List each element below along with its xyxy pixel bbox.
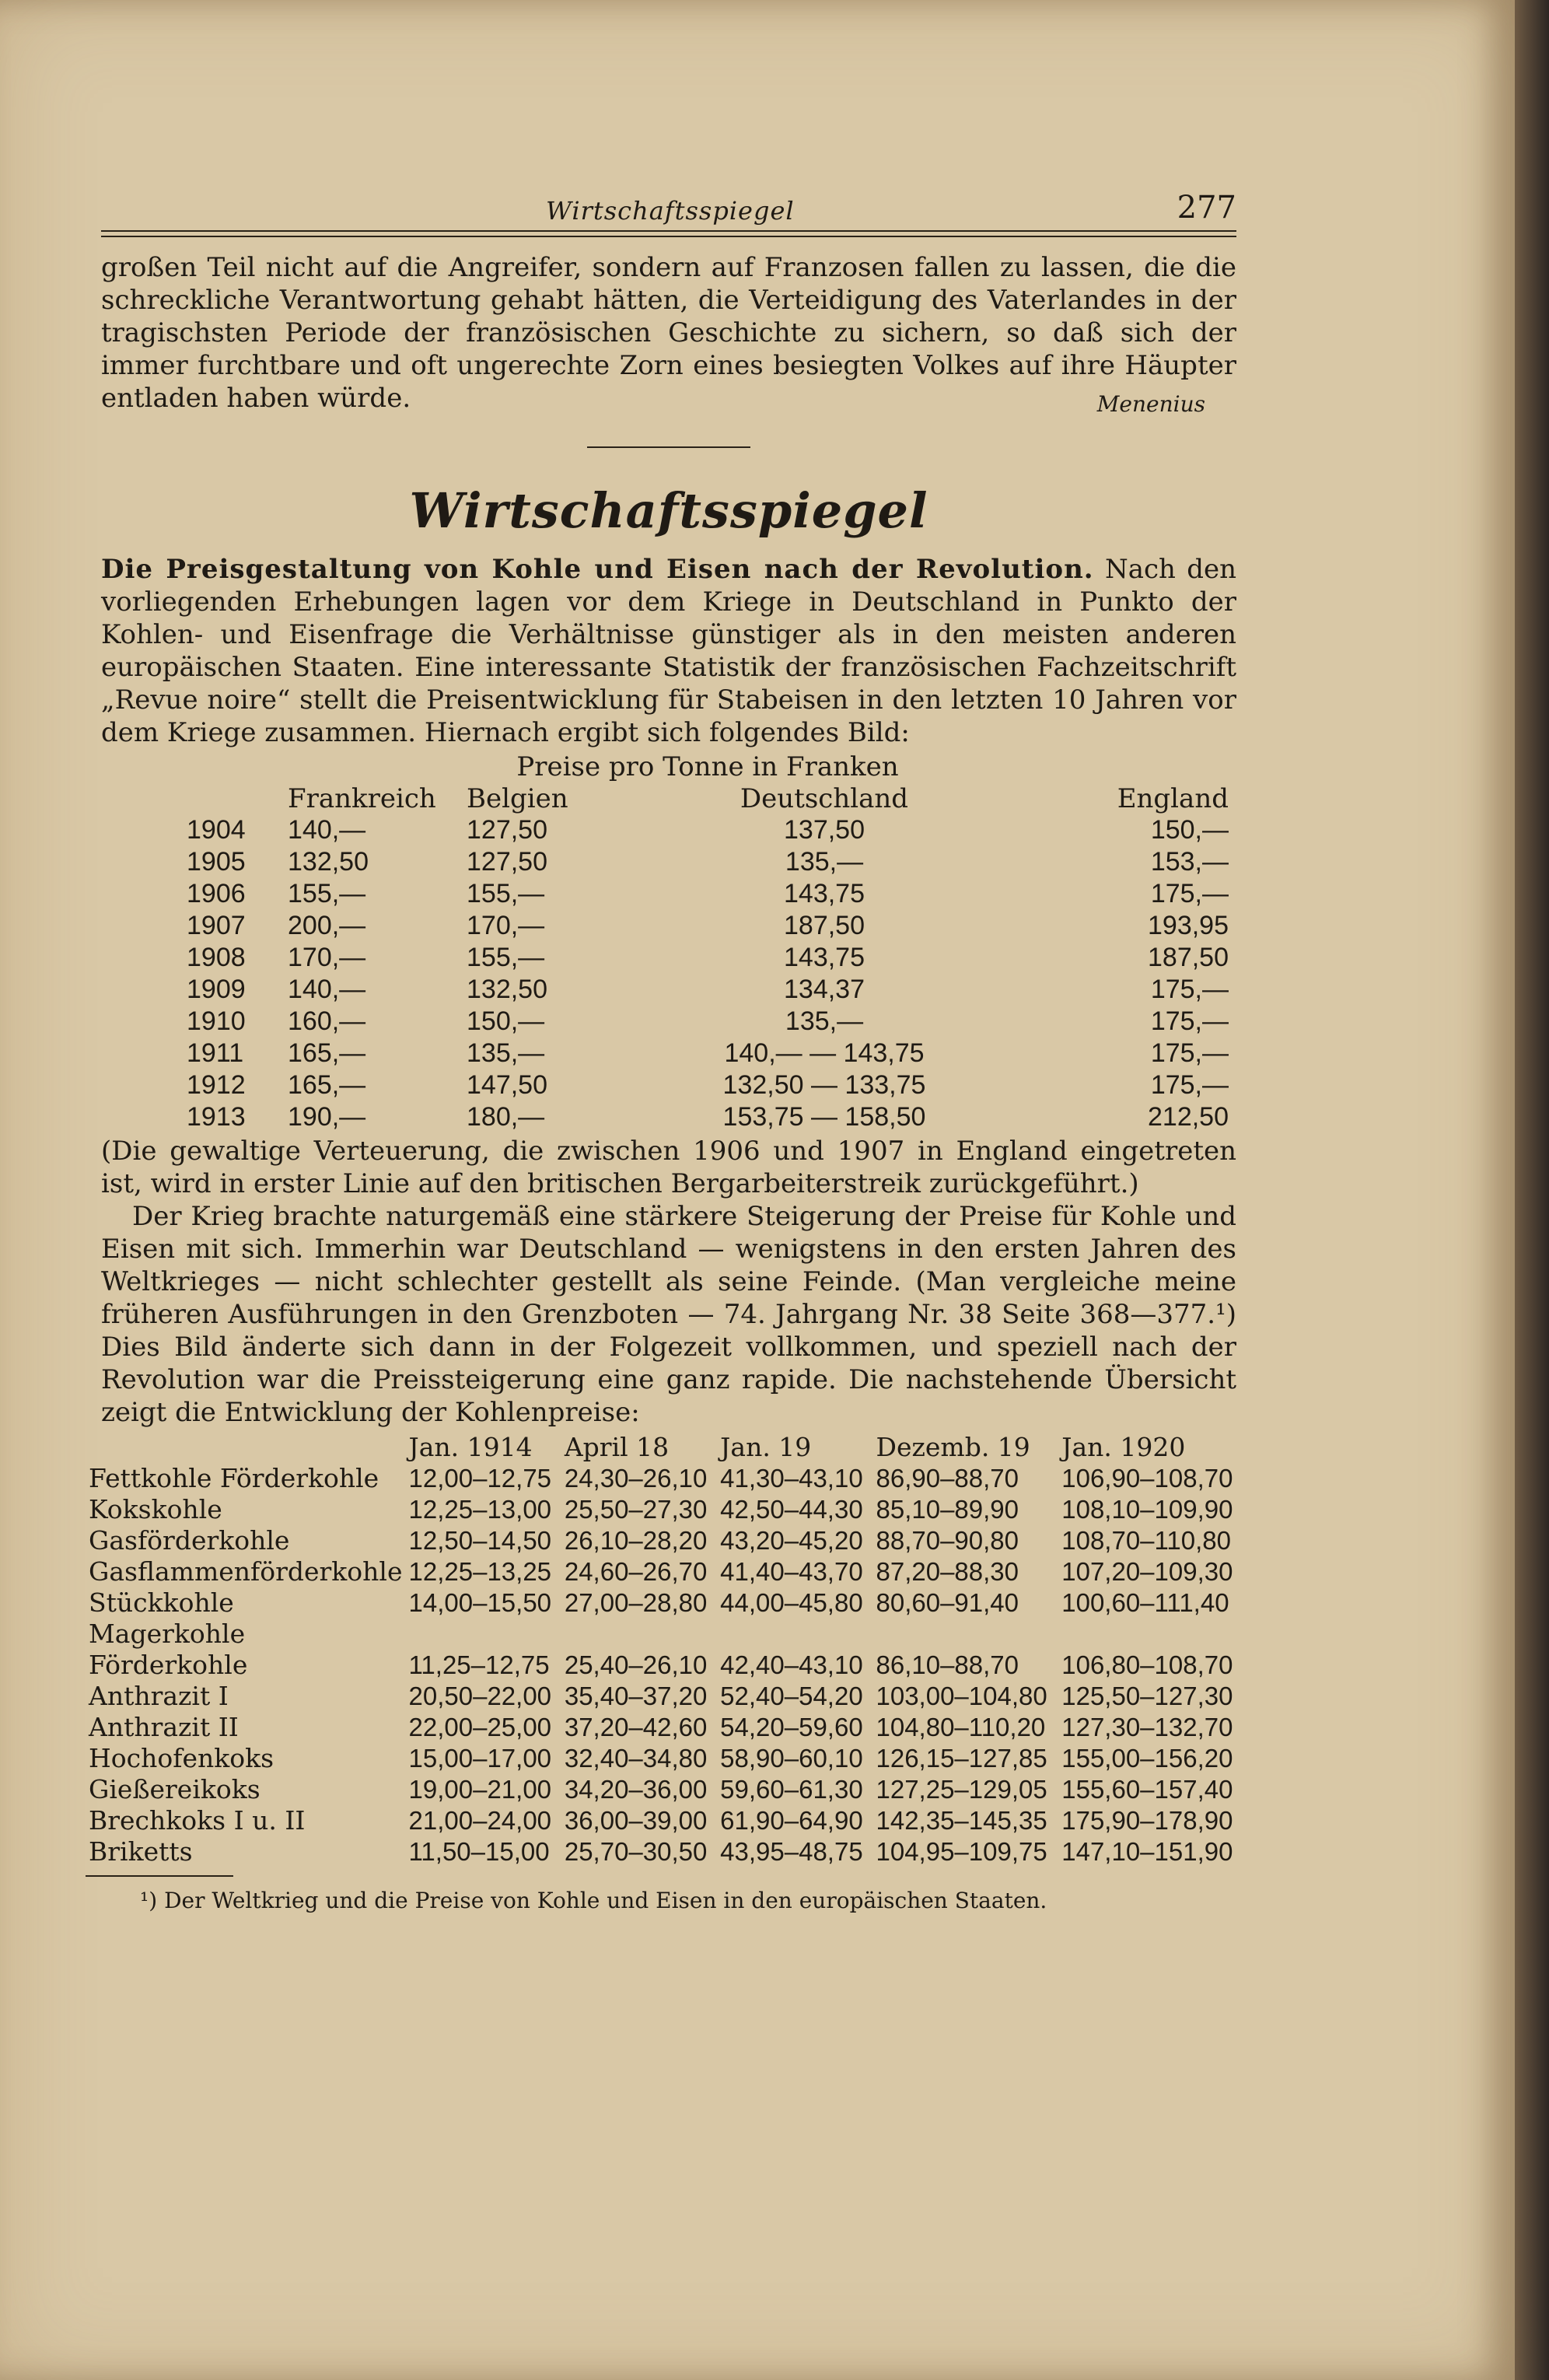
price-cell: 80,60–91,40 bbox=[876, 1588, 1019, 1617]
coal-type: Brechkoks I u. II bbox=[89, 1805, 306, 1836]
running-title: Wirtschaftsspiegel bbox=[546, 196, 795, 226]
price-cell: 107,20–109,30 bbox=[1061, 1557, 1233, 1586]
war-paragraph: Der Krieg brachte naturgemäß eine stärkere Steigerung der Preise für Kohle und Eisen mit sich. Immerhin war Deutschland — wenigstens in den ersten Jahren des Weltkrieges — nicht schlechter gestellt als seine Feinde. (Man vergleiche meine früheren Ausführungen in den Grenzboten — 74. Jahrgang Nr. 38 Seite 368—377.¹) Dies Bild änderte sich dann in der Folgezeit vollkommen, und speziell nach der Revolution war die Preissteigerung eine ganz rapide. Die nachstehende Übersicht zeigt die Entwicklung der Kohlenpreise: bbox=[101, 1201, 1236, 1428]
col-header: Frankreich bbox=[288, 782, 436, 814]
price-cell: 44,00–45,80 bbox=[720, 1588, 863, 1617]
page-number: 277 bbox=[1177, 190, 1236, 226]
price-cell: 25,50–27,30 bbox=[564, 1495, 708, 1524]
price-cell: 175,— bbox=[1150, 1070, 1229, 1100]
price-cell: 147,50 bbox=[467, 1070, 547, 1100]
col-header: Jan. 1914 bbox=[408, 1432, 533, 1462]
price-cell: 150,— bbox=[1150, 815, 1229, 845]
intro-paragraph bbox=[101, 553, 1236, 749]
price-cell: 41,30–43,10 bbox=[720, 1464, 863, 1493]
price-cell: 165,— bbox=[288, 1038, 366, 1068]
table-row bbox=[86, 1587, 1244, 1619]
price-cell: 140,— bbox=[288, 975, 366, 1004]
table-row bbox=[187, 1038, 1229, 1069]
year-cell: 1912 bbox=[187, 1070, 246, 1100]
price-cell: 127,50 bbox=[467, 815, 547, 845]
price-cell: 54,20–59,60 bbox=[720, 1713, 863, 1741]
price-cell: 187,50 bbox=[1148, 943, 1229, 972]
section-divider bbox=[587, 446, 750, 448]
header-rule bbox=[101, 230, 1236, 237]
footnote-rule bbox=[86, 1875, 233, 1877]
price-cell: 11,50–15,00 bbox=[408, 1837, 550, 1866]
col-header: Deutschland bbox=[740, 782, 909, 814]
price-cell: 12,00–12,75 bbox=[408, 1464, 552, 1493]
price-cell: 137,50 bbox=[784, 815, 865, 845]
price-cell: 200,— bbox=[288, 911, 366, 940]
price-cell: 155,60–157,40 bbox=[1061, 1775, 1233, 1804]
price-cell: 155,00–156,20 bbox=[1061, 1744, 1233, 1773]
price-cell: 106,80–108,70 bbox=[1061, 1650, 1233, 1679]
price-cell: 25,40–26,10 bbox=[564, 1650, 708, 1679]
price-cell: 24,30–26,10 bbox=[564, 1464, 708, 1493]
price-cell: 147,10–151,90 bbox=[1061, 1837, 1233, 1866]
col-header: Jan. 19 bbox=[720, 1432, 812, 1462]
price-cell: 212,50 bbox=[1148, 1102, 1229, 1132]
price-cell: 135,— bbox=[467, 1038, 545, 1068]
price-cell: 132,50 bbox=[467, 975, 547, 1004]
year-cell: 1909 bbox=[187, 975, 246, 1004]
price-cell: 21,00–24,00 bbox=[408, 1806, 552, 1835]
col-header: April 18 bbox=[564, 1432, 670, 1462]
price-cell: 42,40–43,10 bbox=[720, 1650, 863, 1679]
coal-price-table bbox=[86, 1432, 1244, 1867]
price-cell: 170,— bbox=[288, 943, 366, 972]
price-cell: 32,40–34,80 bbox=[564, 1744, 708, 1773]
year-cell: 1904 bbox=[187, 815, 246, 845]
year-cell: 1907 bbox=[187, 911, 246, 940]
price-cell: 180,— bbox=[467, 1102, 545, 1132]
price-cell: 125,50–127,30 bbox=[1061, 1682, 1233, 1710]
running-header bbox=[101, 187, 1236, 226]
price-cell: 127,50 bbox=[467, 847, 547, 877]
price-cell: 104,80–110,20 bbox=[876, 1713, 1046, 1741]
price-cell: 127,25–129,05 bbox=[876, 1775, 1047, 1804]
table-row bbox=[187, 974, 1229, 1006]
price-cell: 106,90–108,70 bbox=[1061, 1464, 1233, 1493]
price-cell: 100,60–111,40 bbox=[1061, 1588, 1229, 1617]
table-note: (Die gewaltige Verteuerung, die zwischen 1906 und 1907 in England eingetreten ist, wird in erster Linie auf den britischen Bergarbeiterstreik zurückgeführt.) bbox=[101, 1136, 1236, 1199]
footnote-marker: ¹) bbox=[140, 1888, 158, 1913]
price-cell: 22,00–25,00 bbox=[408, 1713, 552, 1741]
intro-text: Nach den vorliegenden Erhebungen lagen vor dem Kriege in Deutschland in Punkto der Kohlen- und Eisenfrage die Verhältnisse günstiger als in den meisten anderen europäischen Staaten. Eine interessante Statistik der französischen Fachzeitschrift „Revue noire“ stellt die Preisentwicklung für Stabeisen in den letzten 10 Jahren vor dem Kriege zusammen. Hiernach ergibt sich folgendes Bild: bbox=[101, 554, 1236, 748]
price-cell: 85,10–89,90 bbox=[876, 1495, 1019, 1524]
coal-type: Anthrazit I bbox=[89, 1681, 229, 1711]
price-cell: 150,— bbox=[467, 1006, 545, 1036]
price-cell: 61,90–64,90 bbox=[720, 1806, 863, 1835]
col-header: Belgien bbox=[467, 782, 568, 814]
price-cell: 143,75 bbox=[784, 943, 865, 972]
price-cell: 19,00–21,00 bbox=[408, 1775, 552, 1804]
coal-table-header bbox=[86, 1432, 1244, 1463]
iron-table-caption: Preise pro Tonne in Franken bbox=[516, 751, 899, 782]
price-cell: 86,90–88,70 bbox=[876, 1464, 1019, 1493]
article-lead: Die Preisgestaltung von Kohle und Eisen nach der Revolution. bbox=[101, 554, 1094, 585]
price-cell: 52,40–54,20 bbox=[720, 1682, 863, 1710]
coal-type: Briketts bbox=[89, 1836, 193, 1867]
table-row bbox=[187, 1101, 1229, 1133]
price-cell: 14,00–15,50 bbox=[408, 1588, 552, 1617]
price-cell: 43,95–48,75 bbox=[720, 1837, 863, 1866]
coal-type: Magerkohle Förderkohle bbox=[89, 1619, 248, 1680]
year-cell: 1905 bbox=[187, 847, 246, 877]
year-cell: 1913 bbox=[187, 1102, 246, 1132]
price-cell: 155,— bbox=[288, 879, 366, 908]
price-cell: 36,00–39,00 bbox=[564, 1806, 708, 1835]
price-cell: 25,70–30,50 bbox=[564, 1837, 708, 1866]
coal-type: Stückkohle bbox=[89, 1587, 234, 1618]
table-row bbox=[187, 942, 1229, 974]
table-row bbox=[187, 846, 1229, 878]
footnote-text: Der Weltkrieg und die Preise von Kohle und Eisen in den europäischen Staaten. bbox=[164, 1888, 1047, 1913]
price-cell: 20,50–22,00 bbox=[408, 1682, 552, 1710]
price-cell: 153,— bbox=[1150, 847, 1229, 877]
price-cell: 160,— bbox=[288, 1006, 366, 1036]
year-cell: 1906 bbox=[187, 879, 246, 908]
price-cell: 175,— bbox=[1150, 975, 1229, 1004]
table-row bbox=[86, 1743, 1244, 1774]
price-cell: 193,95 bbox=[1148, 911, 1229, 940]
price-cell: 175,— bbox=[1150, 879, 1229, 908]
price-cell: 155,— bbox=[467, 943, 545, 972]
price-cell: 34,20–36,00 bbox=[564, 1775, 708, 1804]
price-cell: 127,30–132,70 bbox=[1061, 1713, 1233, 1741]
table-row bbox=[86, 1494, 1244, 1525]
col-header: England bbox=[1117, 782, 1229, 814]
price-cell: 140,— — 143,75 bbox=[724, 1038, 925, 1068]
price-cell: 12,25–13,25 bbox=[408, 1557, 552, 1586]
price-cell: 43,20–45,20 bbox=[720, 1526, 863, 1555]
col-header: Jan. 1920 bbox=[1061, 1432, 1186, 1462]
coal-type: Gasflammenförderkohle bbox=[89, 1556, 403, 1587]
footnote bbox=[140, 1888, 1236, 1913]
price-cell: 58,90–60,10 bbox=[720, 1744, 863, 1773]
coal-type: Anthrazit II bbox=[89, 1712, 239, 1742]
price-cell: 140,— bbox=[288, 815, 366, 845]
page-content bbox=[89, 187, 1236, 1913]
price-cell: 175,— bbox=[1150, 1038, 1229, 1068]
table-row bbox=[86, 1463, 1244, 1494]
price-cell: 88,70–90,80 bbox=[876, 1526, 1019, 1555]
price-cell: 41,40–43,70 bbox=[720, 1557, 863, 1586]
price-cell: 108,70–110,80 bbox=[1061, 1526, 1232, 1555]
price-cell: 143,75 bbox=[784, 879, 865, 908]
price-cell: 87,20–88,30 bbox=[876, 1557, 1019, 1586]
previous-article-ending: großen Teil nicht auf die Angreifer, sondern auf Franzosen fallen zu lassen, die die schreckliche Verantwortung gehabt hätten, die Verteidigung des Vaterlandes in der tragischsten Periode der französischen Geschichte zu sichern, so daß sich der immer furchtbare und oft ungerechte Zorn eines besiegten Volkes auf ihre Häupter entladen haben würde. bbox=[101, 252, 1236, 414]
price-cell: 132,50 bbox=[288, 847, 369, 877]
col-header: Dezemb. 19 bbox=[876, 1432, 1030, 1462]
price-cell: 104,95–109,75 bbox=[876, 1837, 1047, 1866]
price-cell: 187,50 bbox=[784, 911, 865, 940]
coal-type: Gasförderkohle bbox=[89, 1525, 290, 1556]
table-row bbox=[86, 1774, 1244, 1805]
price-cell: 126,15–127,85 bbox=[876, 1744, 1047, 1773]
table-row bbox=[187, 1069, 1229, 1101]
table-row bbox=[187, 878, 1229, 910]
coal-type: Hochofenkoks bbox=[89, 1743, 274, 1773]
table-row bbox=[86, 1712, 1244, 1743]
price-cell: 108,10–109,90 bbox=[1061, 1495, 1233, 1524]
table-row bbox=[187, 1006, 1229, 1038]
year-cell: 1910 bbox=[187, 1006, 246, 1036]
price-cell: 175,90–178,90 bbox=[1061, 1806, 1233, 1835]
table-row bbox=[86, 1619, 1244, 1681]
book-spine-edge bbox=[1515, 0, 1549, 2380]
table-row bbox=[187, 814, 1229, 846]
price-cell: 153,75 — 158,50 bbox=[722, 1102, 926, 1132]
price-cell: 12,25–13,00 bbox=[408, 1495, 552, 1524]
table-row bbox=[86, 1556, 1244, 1587]
price-cell: 59,60–61,30 bbox=[720, 1775, 863, 1804]
price-cell: 11,25–12,75 bbox=[408, 1650, 550, 1679]
price-cell: 12,50–14,50 bbox=[408, 1526, 552, 1555]
price-cell: 142,35–145,35 bbox=[876, 1806, 1047, 1835]
author-signature: Menenius bbox=[1096, 391, 1205, 417]
price-cell: 135,— bbox=[785, 1006, 864, 1036]
price-cell: 170,— bbox=[467, 911, 545, 940]
year-cell: 1911 bbox=[187, 1038, 244, 1068]
price-cell: 103,00–104,80 bbox=[876, 1682, 1047, 1710]
iron-price-table bbox=[187, 751, 1229, 1133]
price-cell: 37,20–42,60 bbox=[564, 1713, 708, 1741]
coal-type: Fettkohle Förderkohle bbox=[89, 1463, 379, 1493]
price-cell: 155,— bbox=[467, 879, 545, 908]
section-title: Wirtschaftsspiegel bbox=[409, 482, 928, 539]
year-cell: 1908 bbox=[187, 943, 246, 972]
coal-type: Kokskohle bbox=[89, 1494, 222, 1524]
coal-type: Gießereikoks bbox=[89, 1774, 260, 1804]
table-row bbox=[86, 1525, 1244, 1556]
price-cell: 165,— bbox=[288, 1070, 366, 1100]
price-cell: 26,10–28,20 bbox=[564, 1526, 708, 1555]
iron-table-header bbox=[187, 782, 1229, 814]
price-cell: 134,37 bbox=[784, 975, 865, 1004]
price-cell: 190,— bbox=[288, 1102, 366, 1132]
price-cell: 42,50–44,30 bbox=[720, 1495, 863, 1524]
table-row bbox=[187, 910, 1229, 942]
table-row bbox=[86, 1681, 1244, 1712]
price-cell: 27,00–28,80 bbox=[564, 1588, 708, 1617]
price-cell: 135,— bbox=[785, 847, 864, 877]
table-row bbox=[86, 1836, 1244, 1867]
table-row bbox=[86, 1805, 1244, 1836]
price-cell: 175,— bbox=[1150, 1006, 1229, 1036]
price-cell: 132,50 — 133,75 bbox=[722, 1070, 926, 1100]
price-cell: 24,60–26,70 bbox=[564, 1557, 708, 1586]
price-cell: 15,00–17,00 bbox=[408, 1744, 552, 1773]
price-cell: 86,10–88,70 bbox=[876, 1650, 1019, 1679]
price-cell: 35,40–37,20 bbox=[564, 1682, 708, 1710]
